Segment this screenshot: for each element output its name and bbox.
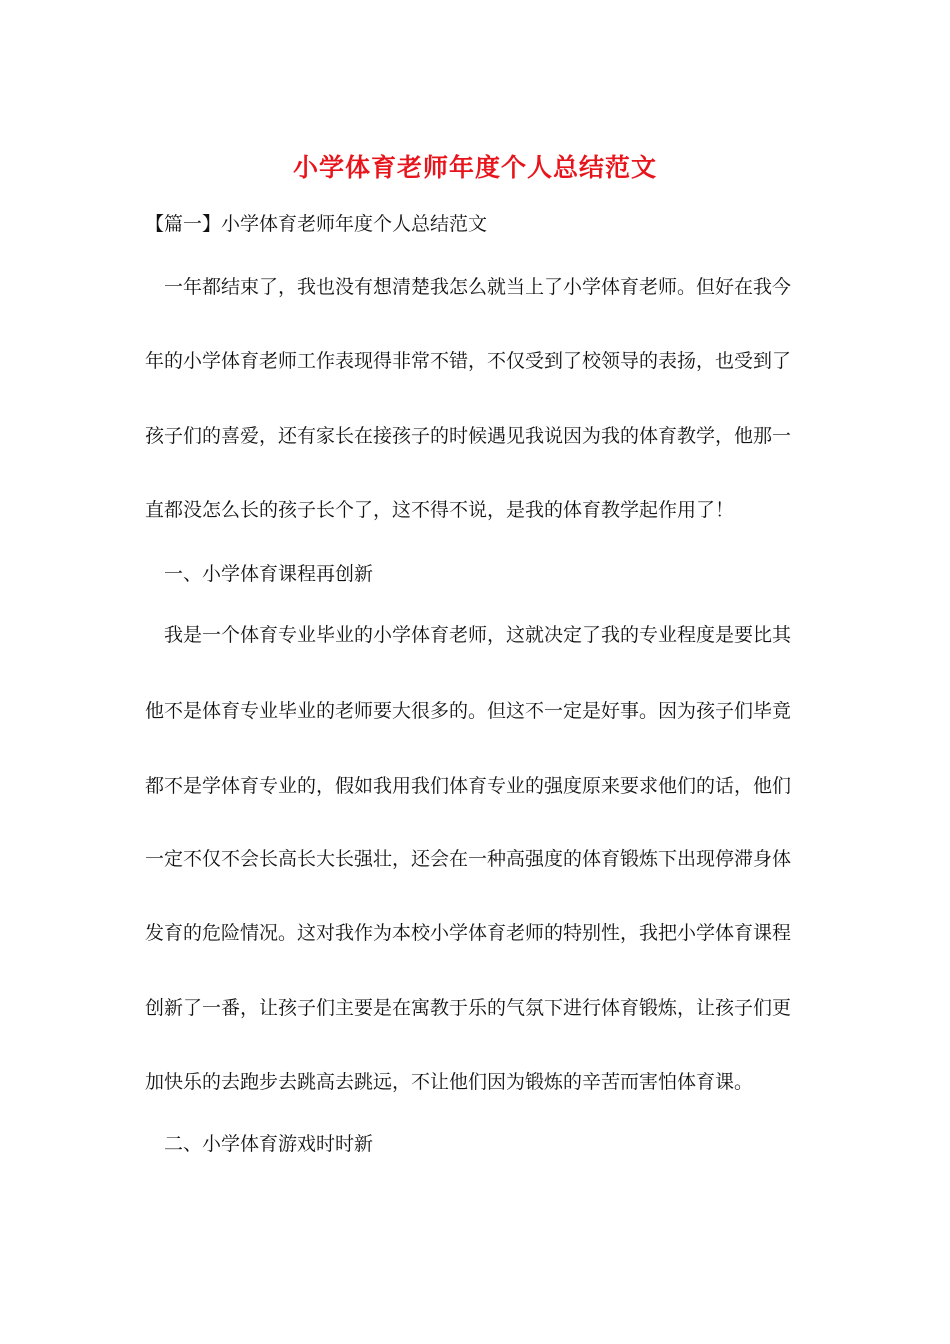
- document-title: 小学体育老师年度个人总结范文: [292, 153, 657, 182]
- paragraph-line: 年的小学体育老师工作表现得非常不错，不仅受到了校领导的表扬，也受到了: [145, 350, 792, 372]
- subheading-two: 二、小学体育游戏时时新: [164, 1133, 374, 1155]
- section-heading-part-one: 【篇一】小学体育老师年度个人总结范文: [145, 213, 488, 235]
- paragraph-line: 创新了一番，让孩子们主要是在寓教于乐的气氛下进行体育锻炼，让孩子们更: [145, 997, 792, 1019]
- paragraph-line: 发育的危险情况。这对我作为本校小学体育老师的特别性，我把小学体育课程: [145, 922, 792, 944]
- paragraph-line: 他不是体育专业毕业的老师要大很多的。但这不一定是好事。因为孩子们毕竟: [145, 700, 792, 722]
- paragraph-line: 孩子们的喜爱，还有家长在接孩子的时候遇见我说因为我的体育教学，他那一: [145, 425, 792, 447]
- paragraph-line: 加快乐的去跑步去跳高去跳远，不让他们因为锻炼的辛苦而害怕体育课。: [145, 1071, 754, 1093]
- paragraph-line: 直都没怎么长的孩子长个了，这不得不说，是我的体育教学起作用了！: [145, 499, 735, 521]
- paragraph-line: 一定不仅不会长高长大长强壮，还会在一种高强度的体育锻炼下出现停滞身体: [145, 848, 792, 870]
- paragraph-line: 都不是学体育专业的，假如我用我们体育专业的强度原来要求他们的话，他们: [145, 775, 792, 797]
- subheading-one: 一、小学体育课程再创新: [164, 563, 374, 585]
- paragraph-line: 一年都结束了，我也没有想清楚我怎么就当上了小学体育老师。但好在我今: [164, 276, 792, 298]
- paragraph-line: 我是一个体育专业毕业的小学体育老师，这就决定了我的专业程度是要比其: [164, 624, 792, 646]
